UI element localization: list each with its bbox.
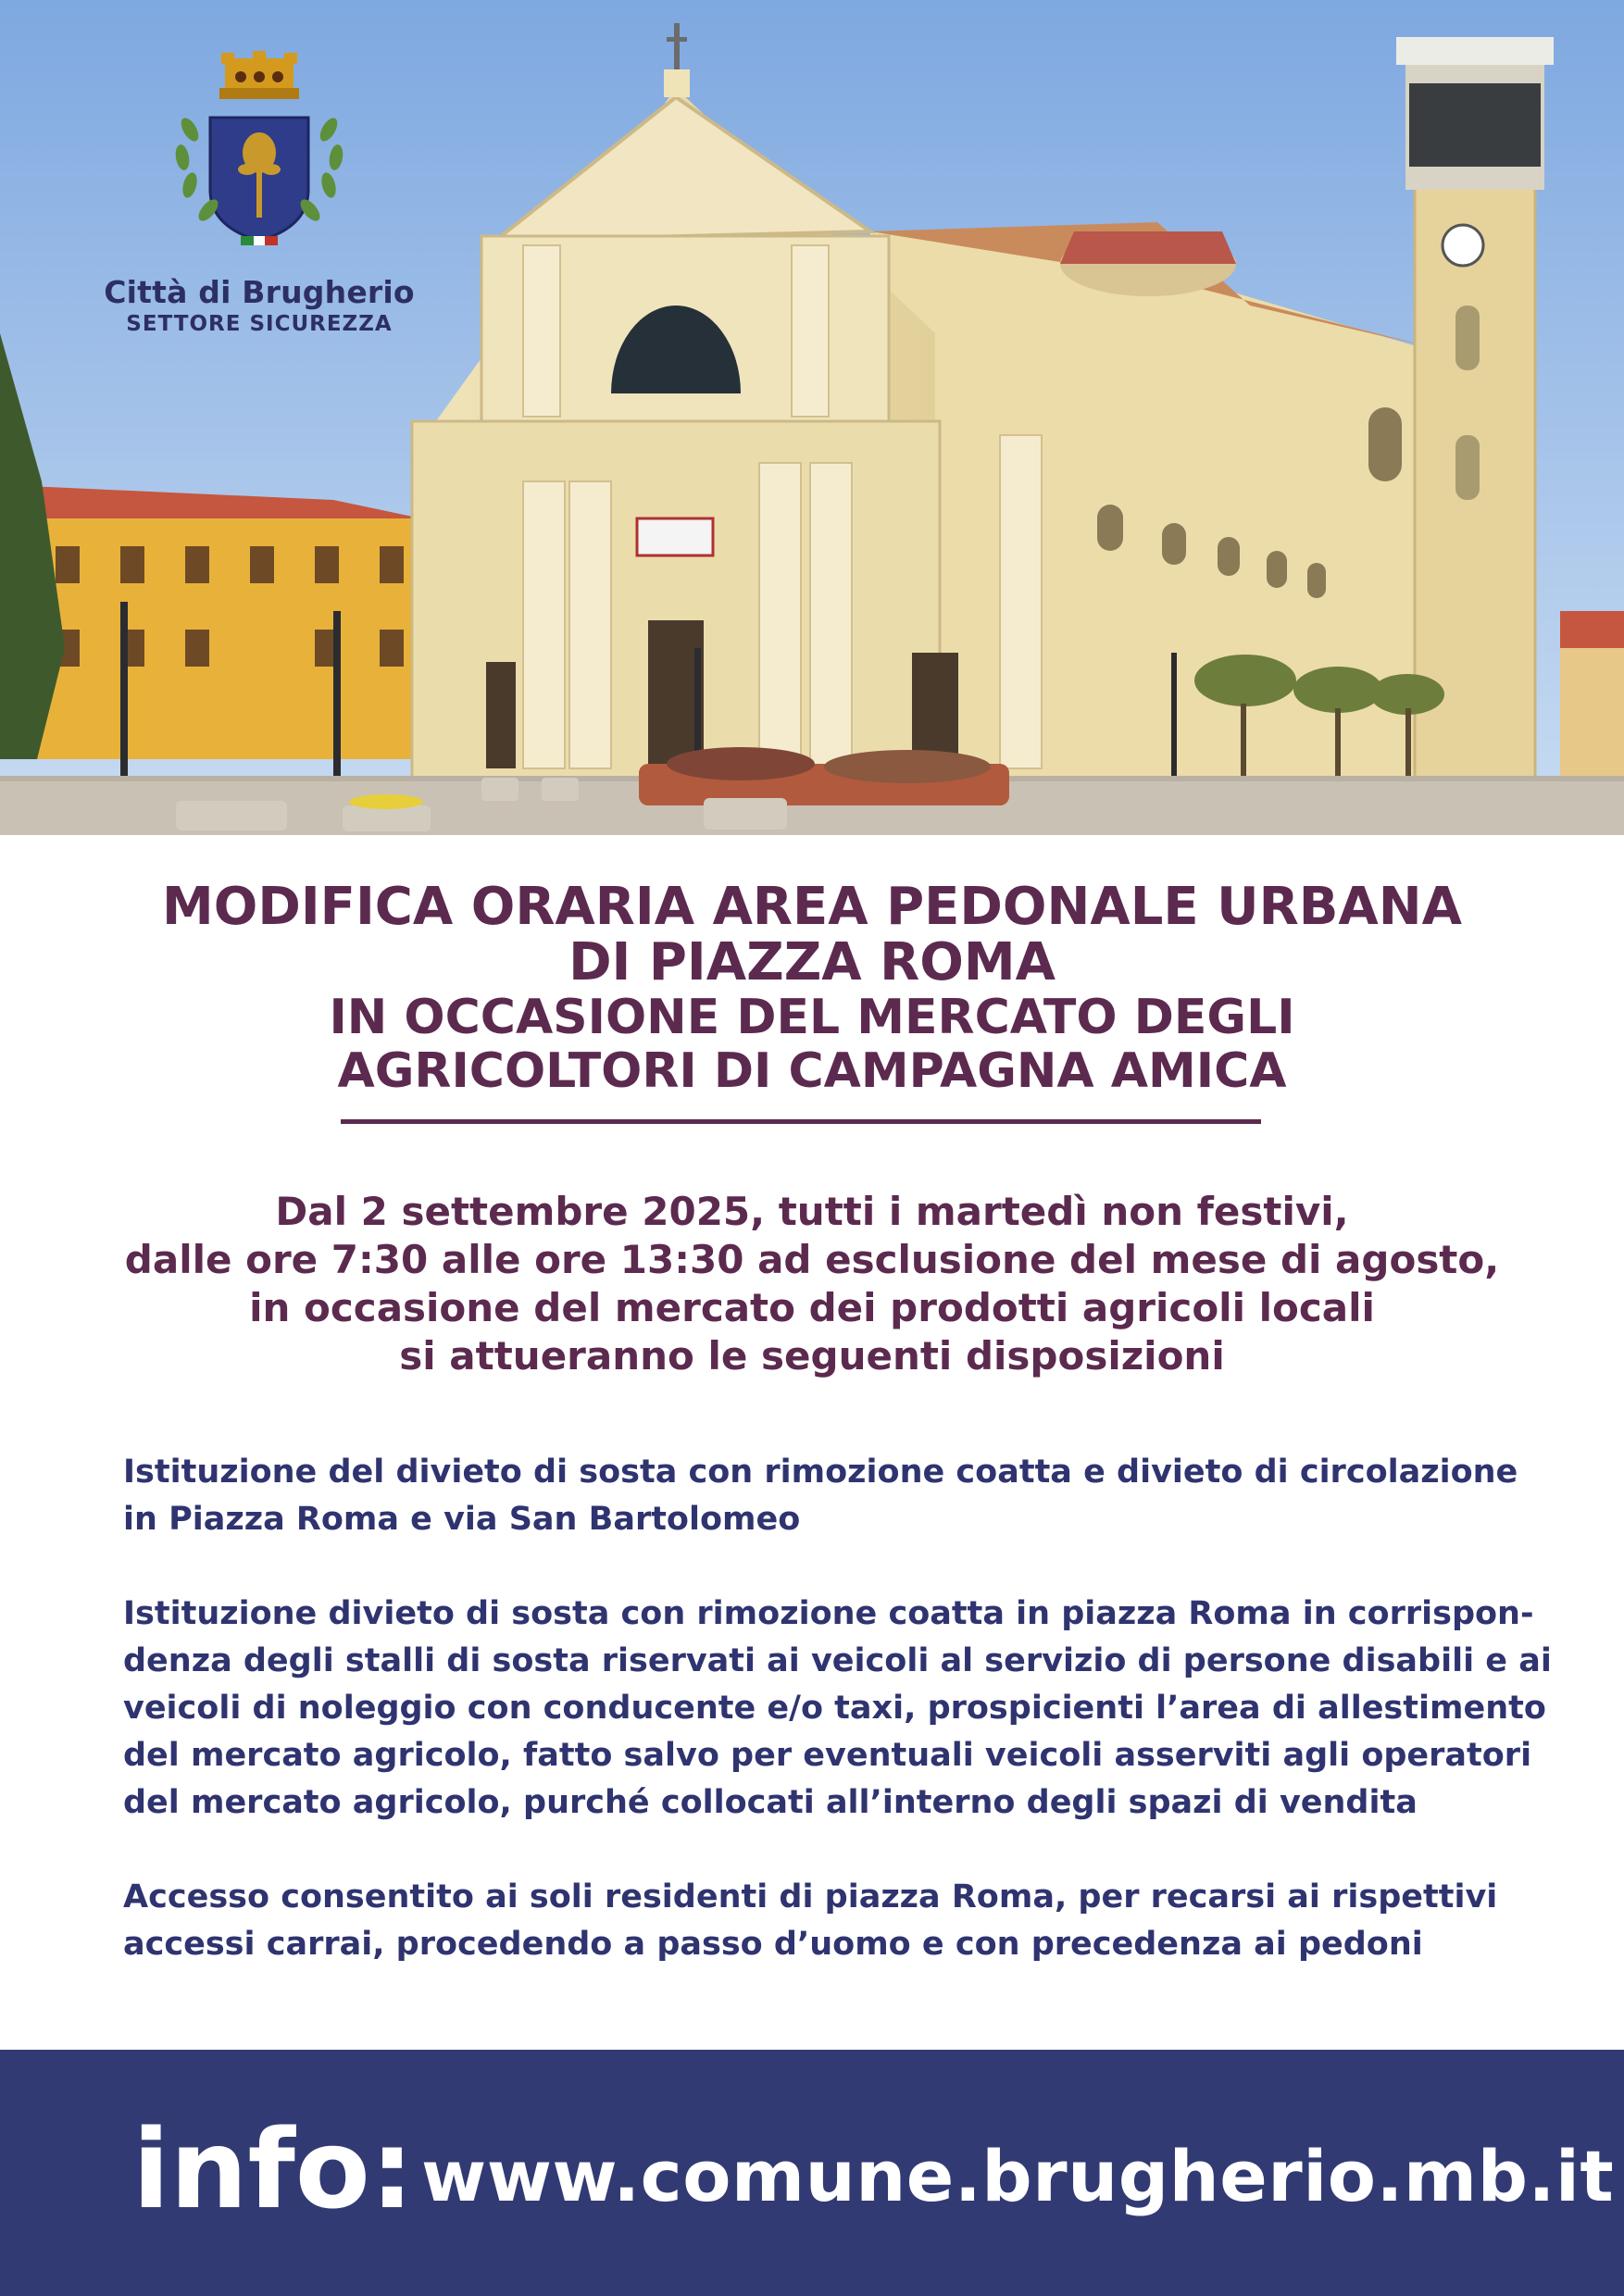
sector-name: SETTORE SICUREZZA (126, 312, 393, 336)
bell-tower (1396, 37, 1554, 778)
left-building (28, 486, 426, 759)
city-logo (102, 51, 417, 336)
intro-line: si attueranno le seguenti disposizioni (399, 1333, 1225, 1379)
info-label: info: (132, 2105, 415, 2233)
info-footer (0, 2050, 1624, 2296)
rule-line: in Piazza Roma e via San Bartolomeo (123, 1501, 801, 1538)
rule-item (123, 1874, 1530, 1968)
website-link[interactable]: www.comune.brugherio.mb.it (421, 2135, 1615, 2217)
rule-line: denza degli stalli di sosta riservati ai veicoli al servizio di persone disabili e ai (123, 1642, 1552, 1679)
rule-line: Istituzione del divieto di sosta con rimozione coatta e divieto di circolazione (123, 1454, 1518, 1491)
rule-line: del mercato agricolo, fatto salvo per eventuali veicoli asserviti agli operatori (123, 1737, 1532, 1774)
crown-icon (219, 51, 299, 99)
intro-line: in occasione del mercato dei prodotti agricoli locali (249, 1285, 1375, 1330)
rule-line: del mercato agricolo, purché collocati all’interno degli spazi di vendita (123, 1784, 1418, 1821)
rules-list (123, 1449, 1552, 2015)
notice-title (0, 877, 1624, 1099)
intro-paragraph (0, 1188, 1624, 1380)
rule-item (123, 1591, 1552, 1827)
rule-item (123, 1449, 1530, 1543)
title-line-4: AGRICOLTORI DI CAMPAGNA AMICA (337, 1043, 1287, 1099)
rule-line: veicoli di noleggio con conducente e/o taxi, prospicienti l’area di allestimento (123, 1690, 1546, 1727)
title-divider (341, 1119, 1261, 1124)
city-name: Città di Brugherio (104, 274, 415, 310)
intro-line: dalle ore 7:30 alle ore 13:30 ad esclusione del mese di agosto, (124, 1237, 1500, 1282)
title-line-3: IN OCCASIONE DEL MERCATO DEGLI (329, 990, 1295, 1045)
title-line-1: MODIFICA ORARIA AREA PEDONALE URBANA (162, 877, 1462, 937)
rule-line: accessi carrai, procedendo a passo d’uomo e con precedenza ai pedoni (123, 1926, 1423, 1963)
coat-of-arms-icon (153, 51, 366, 264)
rule-line: Istituzione divieto di sosta con rimozione coatta in piazza Roma in corrispon- (123, 1595, 1534, 1632)
intro-line: Dal 2 settembre 2025, tutti i martedì non festivi, (275, 1189, 1349, 1234)
title-line-2: DI PIAZZA ROMA (568, 932, 1056, 992)
rule-line: Accesso consentito ai soli residenti di piazza Roma, per recarsi ai rispettivi (123, 1878, 1498, 1915)
